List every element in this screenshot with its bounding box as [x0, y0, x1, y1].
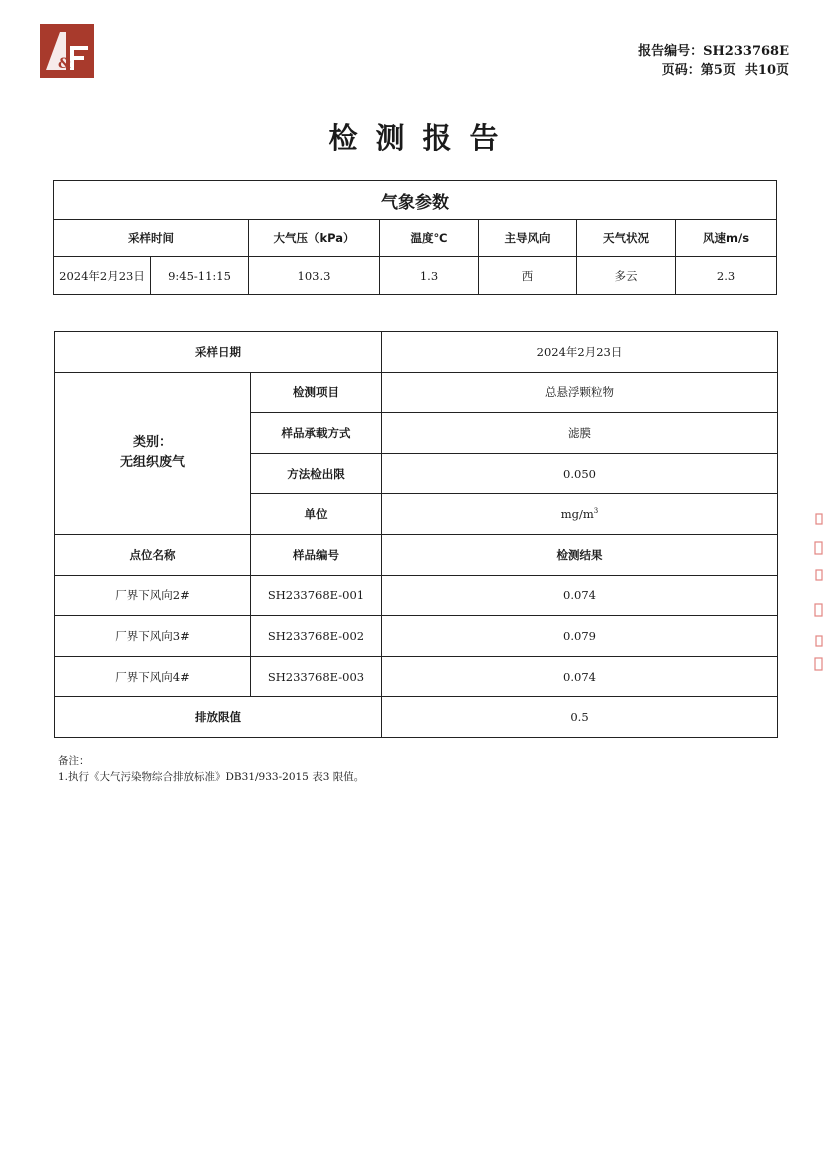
weather-temperature: 1.3 — [380, 257, 479, 295]
header-wind-speed: 风速m/s — [676, 220, 777, 257]
header-weather: 天气状况 — [577, 220, 676, 257]
results-table — [54, 331, 778, 738]
weather-condition: 多云 — [577, 257, 676, 295]
result-value: 0.074 — [382, 575, 778, 616]
carrier-value: 滤膜 — [382, 413, 778, 454]
weather-pressure: 103.3 — [249, 257, 380, 295]
item-value: 总悬浮颗粒物 — [382, 372, 778, 413]
seal-stamp-icon — [812, 508, 827, 678]
unit-superscript: 3 — [593, 507, 599, 516]
point-name: 厂界下风向2# — [55, 575, 251, 616]
table-row — [55, 616, 778, 657]
unit-value — [382, 494, 778, 535]
notes-label: 备注： — [58, 755, 90, 767]
weather-time: 9:45-11:15 — [151, 257, 249, 295]
page-total: 共10页 — [744, 63, 789, 78]
page-label: 页码： — [661, 63, 701, 78]
report-no-label: 报告编号： — [638, 44, 704, 59]
point-name: 厂界下风向4# — [55, 656, 251, 697]
page-title: 检测报告 — [328, 121, 517, 155]
sample-id: SH233768E-002 — [251, 616, 382, 657]
weather-wind-direction: 西 — [479, 257, 577, 295]
unit-label: 单位 — [251, 494, 382, 535]
page-current: 第5页 — [700, 63, 736, 78]
table-row — [55, 575, 778, 616]
weather-table — [53, 180, 777, 295]
company-logo — [40, 24, 94, 78]
item-label: 检测项目 — [251, 372, 382, 413]
col-sample: 样品编号 — [251, 534, 382, 575]
col-point: 点位名称 — [55, 534, 251, 575]
sample-id: SH233768E-003 — [251, 656, 382, 697]
carrier-label: 样品承载方式 — [251, 413, 382, 454]
emission-limit-value: 0.5 — [382, 697, 778, 738]
emission-limit-label: 排放限值 — [55, 697, 382, 738]
weather-caption: 气象参数 — [54, 181, 777, 220]
category-cell — [55, 372, 251, 534]
sampling-date: 2024年2月23日 — [382, 332, 778, 373]
header-wind-direction: 主导风向 — [479, 220, 577, 257]
report-number-block — [638, 42, 789, 80]
category-value: 无组织废气 — [119, 455, 185, 471]
sample-id: SH233768E-001 — [251, 575, 382, 616]
result-value: 0.074 — [382, 656, 778, 697]
header-pressure: 大气压（kPa） — [249, 220, 380, 257]
limit-value: 0.050 — [382, 453, 778, 494]
unit-text: mg/m — [560, 507, 594, 522]
notes-line-1: 1.执行《大气污染物综合排放标准》DB31/933-2015 表3 限值。 — [58, 771, 365, 783]
header-sampling-time: 采样时间 — [54, 220, 249, 257]
table-row — [55, 656, 778, 697]
weather-wind-speed: 2.3 — [676, 257, 777, 295]
notes — [58, 753, 364, 785]
report-no: SH233768E — [703, 44, 789, 59]
col-result: 检测结果 — [382, 534, 778, 575]
svg-text:&: & — [58, 56, 71, 72]
sampling-date-label: 采样日期 — [55, 332, 382, 373]
category-label: 类别： — [132, 435, 172, 451]
result-value: 0.079 — [382, 616, 778, 657]
point-name: 厂界下风向3# — [55, 616, 251, 657]
limit-label: 方法检出限 — [251, 453, 382, 494]
header-temperature: 温度℃ — [380, 220, 479, 257]
weather-date: 2024年2月23日 — [54, 257, 151, 295]
